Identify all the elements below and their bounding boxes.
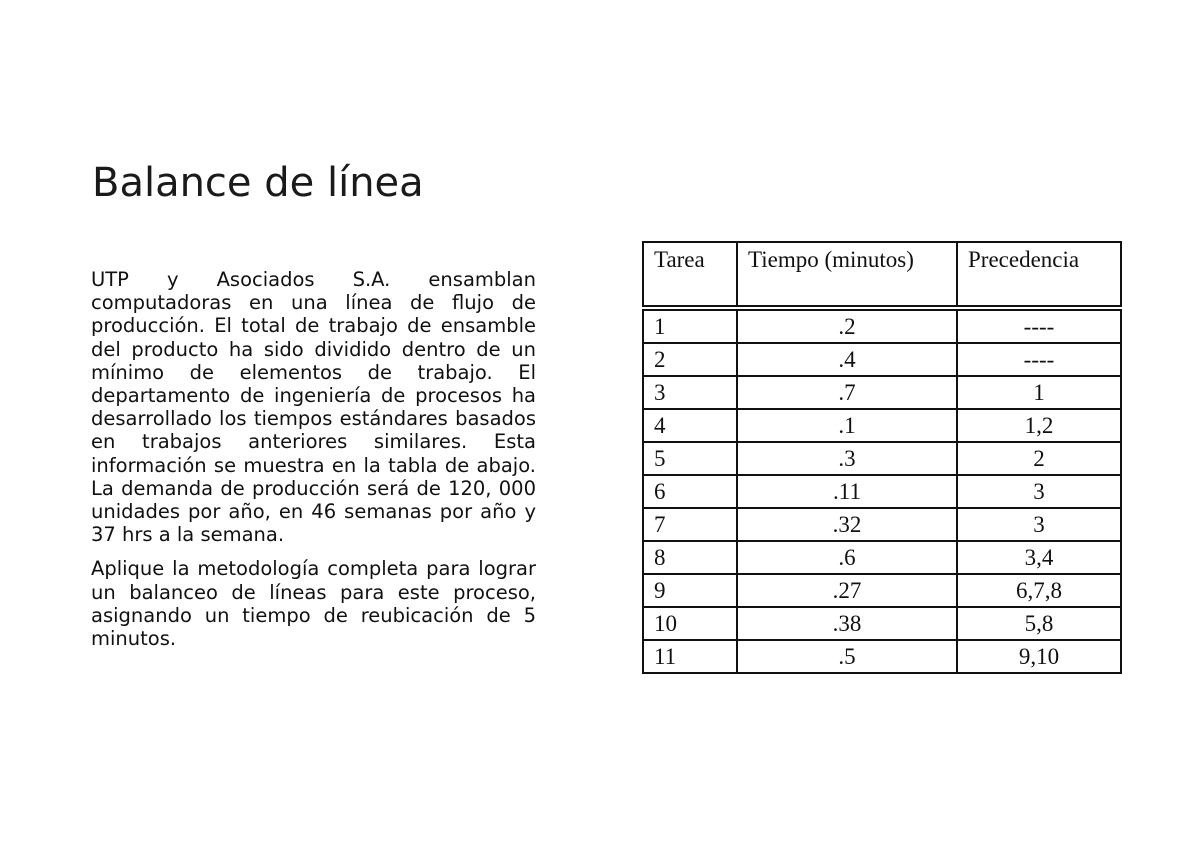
cell-precedencia: ---- [957,308,1121,343]
cell-tiempo: .11 [737,475,957,508]
cell-tiempo: .2 [737,308,957,343]
cell-precedencia: 6,7,8 [957,574,1121,607]
table-row [643,640,1121,673]
cell-precedencia: 1 [957,376,1121,409]
table-row [643,508,1121,541]
cell-tarea: 5 [643,442,737,475]
table-row [643,607,1121,640]
cell-precedencia: 3 [957,508,1121,541]
cell-tiempo: .27 [737,574,957,607]
cell-tiempo: .38 [737,607,957,640]
cell-tarea: 2 [643,343,737,376]
cell-tarea: 6 [643,475,737,508]
cell-precedencia: ---- [957,343,1121,376]
cell-tarea: 9 [643,574,737,607]
table-row [643,376,1121,409]
table-row [643,475,1121,508]
cell-precedencia: 3,4 [957,541,1121,574]
paragraph-problem: UTP y Asociados S.A. ensamblan computadoras en una línea de flujo de producción. El total de trabajo de ensamble del producto ha sido dividido dentro de un mínimo de elementos de trabajo. El departamento de ingeniería de procesos ha desarrollado los tiempos estándares basados en trabajos anteriores similares. Esta información se muestra en la tabla de abajo. La demanda de producción será de 120, 000 unidades por año, en 46 semanas por año y 37 hrs a la semana. [91,268,536,547]
table-row [643,574,1121,607]
cell-precedencia: 9,10 [957,640,1121,673]
table-row [643,308,1121,343]
paragraph-instruction: Aplique la metodología completa para lograr un balanceo de líneas para este proceso, asignando un tiempo de reubicación de 5 minutos. [91,557,536,651]
table-row [643,343,1121,376]
cell-precedencia: 2 [957,442,1121,475]
table-row [643,442,1121,475]
cell-precedencia: 1,2 [957,409,1121,442]
table-row [643,541,1121,574]
cell-tiempo: .6 [737,541,957,574]
header-precedencia: Precedencia [957,242,1121,308]
cell-tiempo: .32 [737,508,957,541]
cell-tarea: 7 [643,508,737,541]
tasks-table [642,241,1122,674]
cell-tarea: 10 [643,607,737,640]
cell-tarea: 1 [643,308,737,343]
header-tiempo: Tiempo (minutos) [737,242,957,308]
cell-tarea: 11 [643,640,737,673]
cell-precedencia: 5,8 [957,607,1121,640]
table-header-row [643,242,1121,308]
cell-tiempo: .3 [737,442,957,475]
cell-tarea: 8 [643,541,737,574]
cell-tiempo: .4 [737,343,957,376]
cell-precedencia: 3 [957,475,1121,508]
cell-tiempo: .1 [737,409,957,442]
header-tarea: Tarea [643,242,737,308]
slide-title: Balance de línea [92,160,424,206]
cell-tiempo: .7 [737,376,957,409]
cell-tiempo: .5 [737,640,957,673]
table-row [643,409,1121,442]
cell-tarea: 4 [643,409,737,442]
problem-statement [91,268,536,661]
cell-tarea: 3 [643,376,737,409]
